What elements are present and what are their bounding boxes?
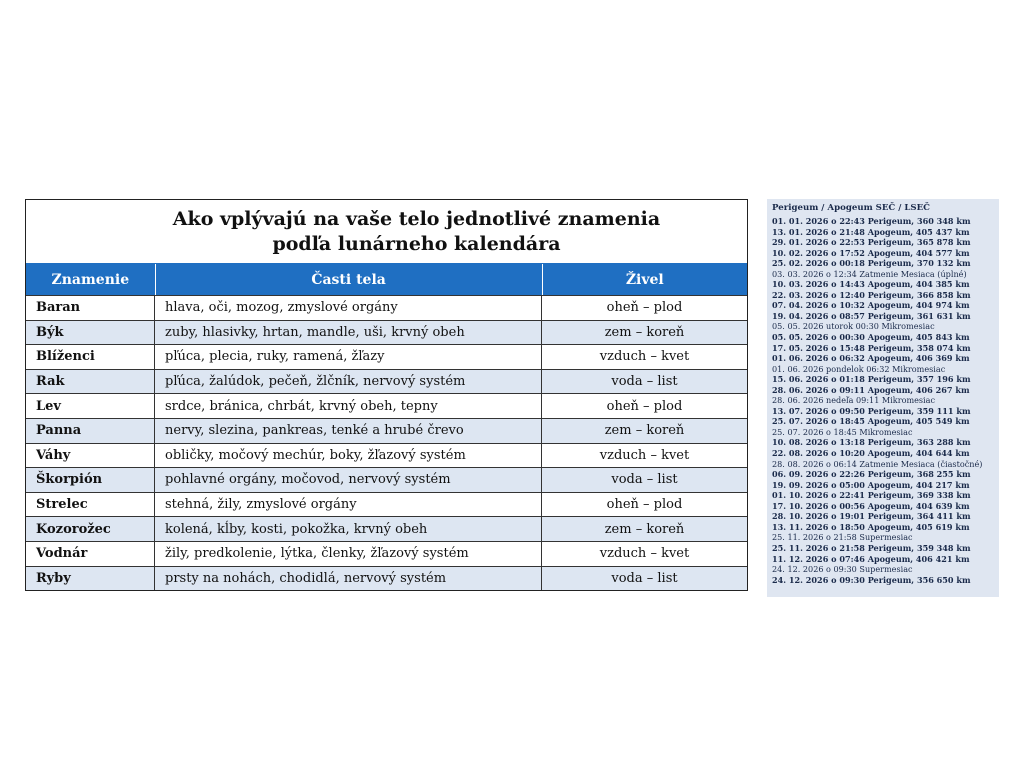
table-row	[26, 320, 747, 345]
body-parts-cell: nervy, slezina, pankreas, tenké a hrubé črevo	[155, 419, 542, 443]
body-parts-cell: pľúca, žalúdok, pečeň, žlčník, nervový systém	[155, 370, 542, 394]
side-panel-line: 13. 11. 2026 o 18:50 Apogeum, 405 619 km	[772, 521, 970, 532]
side-panel-line: 17. 10. 2026 o 00:56 Apogeum, 404 639 km	[772, 500, 970, 511]
element-cell: vzduch – kvet	[599, 349, 690, 365]
side-panel-line: 01. 10. 2026 o 22:41 Perigeum, 369 338 km	[772, 490, 971, 501]
sign-cell: Býk	[26, 321, 155, 345]
sign-cell: Panna	[26, 419, 155, 443]
side-panel-line: 22. 08. 2026 o 10:20 Apogeum, 404 644 km	[772, 448, 970, 459]
side-panel-line: 15. 06. 2026 o 01:18 Perigeum, 357 196 km	[772, 374, 971, 385]
side-panel-line: 19. 04. 2026 o 08:57 Perigeum, 361 631 km	[772, 310, 971, 321]
side-panel-line: 13. 07. 2026 o 09:50 Perigeum, 359 111 km	[772, 405, 971, 416]
sign-cell: Baran	[26, 296, 155, 320]
table-row	[26, 344, 747, 369]
side-panel-line: 25. 07. 2026 o 18:45 Mikromesiac	[772, 426, 913, 437]
body-parts-cell: kolená, kĺby, kosti, pokožka, krvný obeh	[155, 517, 542, 541]
element-cell: zem – koreň	[604, 324, 685, 340]
body-parts-cell: zuby, hlasivky, hrtan, mandle, uši, krvný obeh	[155, 321, 542, 345]
element-cell: vzduch – kvet	[599, 447, 690, 463]
table-header-row	[26, 263, 747, 295]
side-panel-line: 06. 09. 2026 o 22:26 Perigeum, 368 255 km	[772, 469, 971, 480]
side-panel-line: 05. 05. 2026 o 00:30 Apogeum, 405 843 km	[772, 332, 970, 343]
body-parts-cell: hlava, oči, mozog, zmyslové orgány	[155, 296, 542, 320]
table-body	[26, 295, 747, 590]
table-row	[26, 541, 747, 566]
side-panel-line: 13. 01. 2026 o 21:48 Apogeum, 405 437 km	[772, 226, 970, 237]
side-panel-line: 19. 09. 2026 o 05:00 Apogeum, 404 217 km	[772, 479, 970, 490]
table-row	[26, 369, 747, 394]
side-panel-line: 24. 12. 2026 o 09:30 Supermesiac	[772, 564, 913, 575]
body-parts-cell: prsty na nohách, chodidlá, nervový systém	[155, 567, 542, 591]
side-panel-line: 25. 11. 2026 o 21:58 Perigeum, 359 348 km	[772, 542, 971, 553]
body-parts-cell: stehná, žily, zmyslové orgány	[155, 493, 542, 517]
side-panel-line: 25. 07. 2026 o 18:45 Apogeum, 405 549 km	[772, 416, 970, 427]
table-row	[26, 467, 747, 492]
side-panel-line: 17. 05. 2026 o 15:48 Perigeum, 358 074 km	[772, 342, 971, 353]
sign-cell: Strelec	[26, 493, 155, 517]
element-cell: vzduch – kvet	[599, 546, 690, 562]
zodiac-body-table	[25, 199, 748, 591]
element-cell: oheň – plod	[606, 497, 683, 513]
sign-cell: Vodnár	[26, 542, 155, 566]
side-panel-line: 28. 06. 2026 o 09:11 Apogeum, 406 267 km	[772, 384, 970, 395]
side-panel-line: 05. 05. 2026 utorok 00:30 Mikromesiac	[772, 321, 935, 332]
table-row	[26, 566, 747, 591]
title-line-1: Ako vplývajú na vaše telo jednotlivé znamenia	[172, 207, 661, 230]
sign-cell: Rak	[26, 370, 155, 394]
side-panel-line: 28. 10. 2026 o 19:01 Perigeum, 364 411 km	[772, 511, 971, 522]
title-line-2: podľa lunárneho kalendára	[272, 232, 561, 255]
table-row	[26, 516, 747, 541]
sign-cell: Lev	[26, 394, 155, 418]
side-panel-line: 29. 01. 2026 o 22:53 Perigeum, 365 878 km	[772, 237, 971, 248]
side-panel-line: 01. 01. 2026 o 22:43 Perigeum, 360 348 km	[772, 216, 971, 226]
side-panel-line: 10. 03. 2026 o 14:43 Apogeum, 404 385 km	[772, 279, 970, 290]
body-parts-cell: žily, predkolenie, lýtka, členky, žľazový systém	[155, 542, 542, 566]
header-element: Živel	[625, 271, 664, 288]
side-panel-line: 25. 11. 2026 o 21:58 Supermesiac	[772, 532, 913, 543]
element-cell: zem – koreň	[604, 423, 685, 439]
body-parts-cell: srdce, bránica, chrbát, krvný obeh, tepny	[155, 394, 542, 418]
table-row	[26, 443, 747, 468]
side-panel-line: 28. 08. 2026 o 06:14 Zatmenie Mesiaca (čiastočné)	[772, 458, 983, 469]
side-panel-line: 10. 08. 2026 o 13:18 Perigeum, 363 288 km	[772, 437, 971, 448]
side-panel-line: 28. 06. 2026 nedeľa 09:11 Mikromesiac	[772, 395, 936, 406]
sign-cell: Kozorožec	[26, 517, 155, 541]
side-panel-line: 24. 12. 2026 o 09:30 Perigeum, 356 650 km	[772, 574, 971, 585]
side-panel-line: 01. 06. 2026 pondelok 06:32 Mikromesiac	[772, 363, 946, 374]
table-row	[26, 418, 747, 443]
side-panel-title: Perigeum / Apogeum SEČ / LSEČ	[772, 203, 931, 213]
side-panel-line: 11. 12. 2026 o 07:46 Apogeum, 406 421 km	[772, 553, 970, 564]
side-panel-line: 10. 02. 2026 o 17:52 Apogeum, 404 577 km	[772, 247, 970, 258]
sign-cell: Blíženci	[26, 345, 155, 369]
header-body-parts: Časti tela	[156, 264, 543, 295]
header-sign: Znamenie	[26, 264, 156, 295]
perigee-apogee-panel	[767, 199, 999, 597]
side-panel-list	[772, 216, 994, 585]
body-parts-cell: pľúca, plecia, ruky, ramená, žľazy	[155, 345, 542, 369]
side-panel-line: 25. 02. 2026 o 00:18 Perigeum, 370 132 km	[772, 258, 971, 269]
element-cell: zem – koreň	[604, 521, 685, 537]
table-row	[26, 295, 747, 320]
body-parts-cell: obličky, močový mechúr, boky, žľazový systém	[155, 444, 542, 468]
element-cell: voda – list	[611, 374, 678, 390]
sign-cell: Váhy	[26, 444, 155, 468]
side-panel-line: 22. 03. 2026 o 12:40 Perigeum, 366 858 km	[772, 289, 971, 300]
element-cell: voda – list	[611, 472, 678, 488]
side-panel-line: 03. 03. 2026 o 12:34 Zatmenie Mesiaca (úplné)	[772, 268, 967, 279]
table-title	[26, 200, 747, 263]
element-cell: oheň – plod	[606, 398, 683, 414]
element-cell: voda – list	[611, 570, 678, 586]
element-cell: oheň – plod	[606, 300, 683, 316]
side-panel-line: 07. 04. 2026 o 10:32 Apogeum, 404 974 km	[772, 300, 970, 311]
sign-cell: Ryby	[26, 567, 155, 591]
side-panel-line: 01. 06. 2026 o 06:32 Apogeum, 406 369 km	[772, 353, 970, 364]
table-row	[26, 492, 747, 517]
body-parts-cell: pohlavné orgány, močovod, nervový systém	[155, 468, 542, 492]
sign-cell: Škorpión	[26, 468, 155, 492]
table-row	[26, 393, 747, 418]
